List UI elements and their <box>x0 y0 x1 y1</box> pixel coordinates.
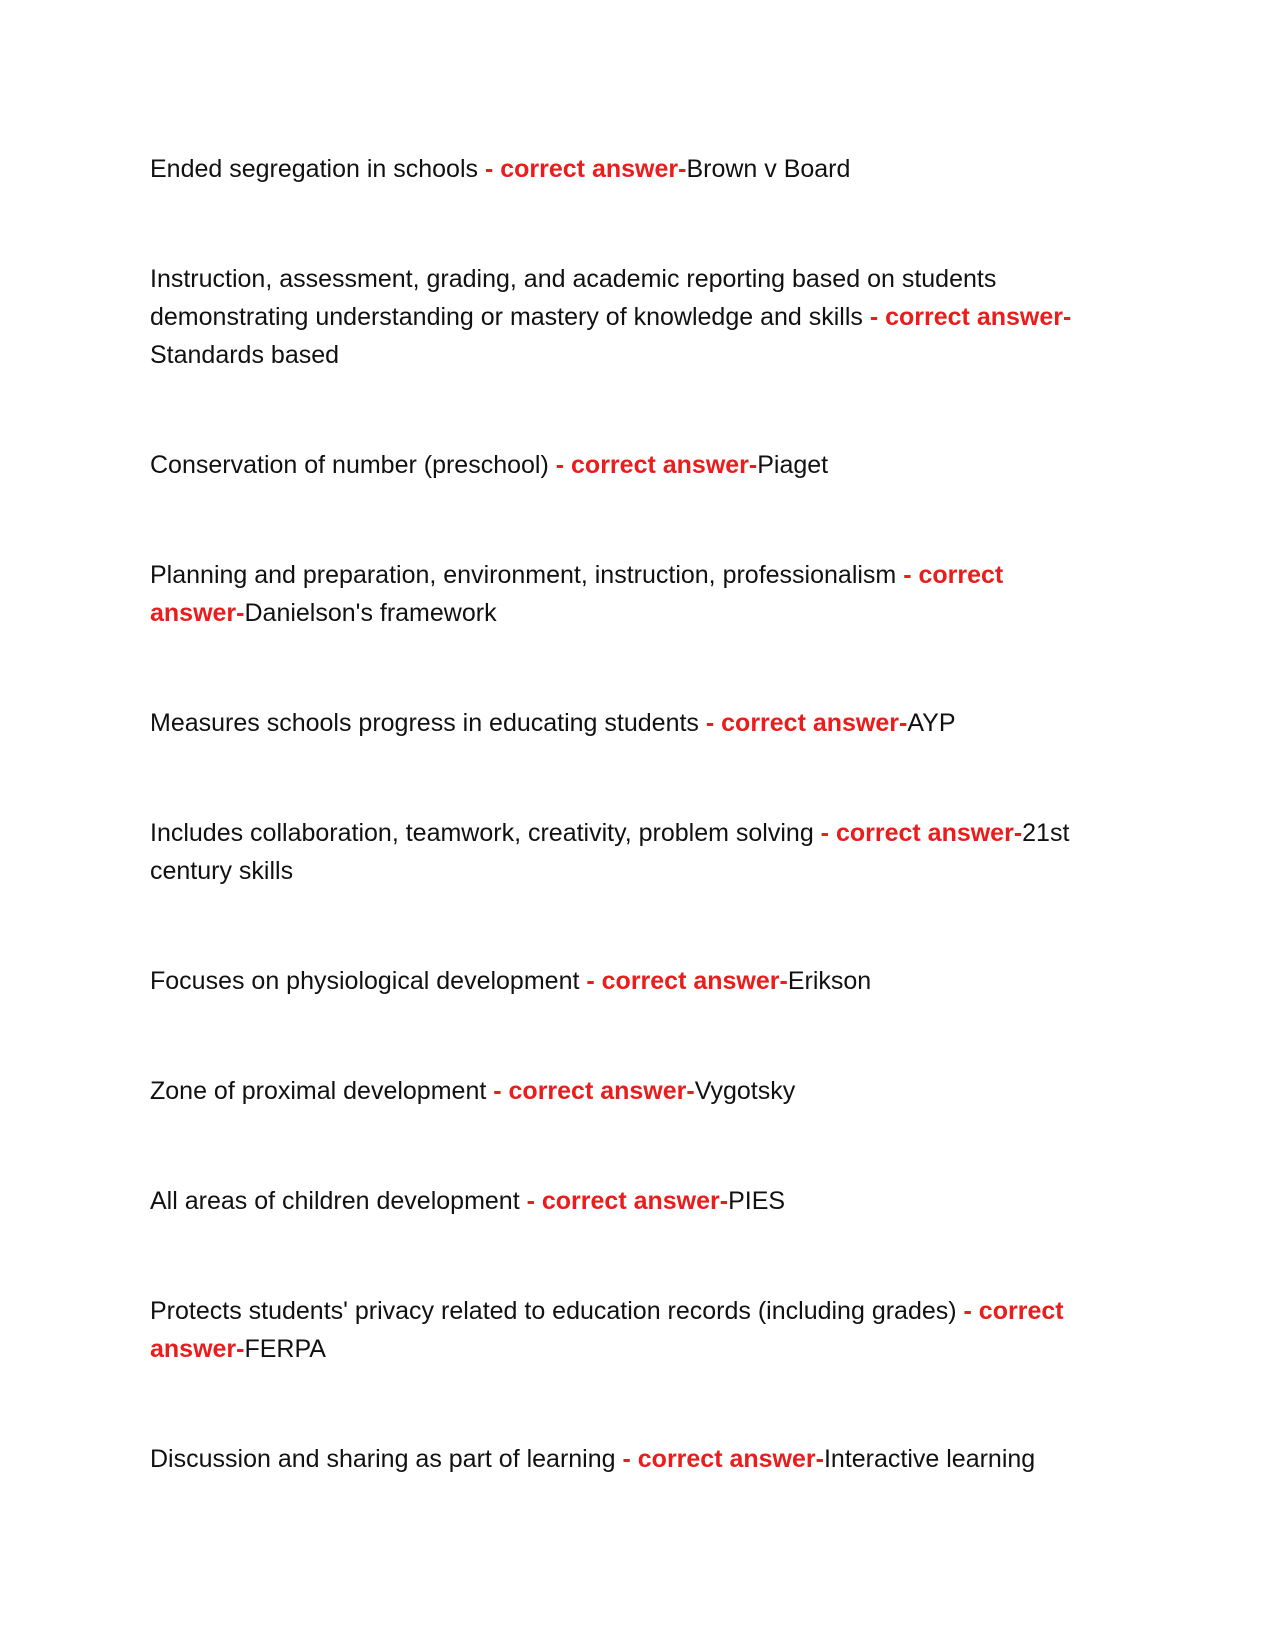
correct-answer-marker: - correct answer- <box>698 709 908 737</box>
question-text: All areas of children development <box>150 1187 520 1215</box>
question-text: Discussion and sharing as part of learning <box>150 1445 616 1473</box>
correct-answer-marker: - correct answer- <box>478 155 687 183</box>
correct-answer-marker: - correct answer- <box>579 967 788 995</box>
answer-text: Interactive learning <box>823 1445 1036 1473</box>
question-text: Ended segregation in schools <box>150 155 479 183</box>
answer-text: Vygotsky <box>694 1077 796 1105</box>
answer-text: Standards based <box>150 341 340 369</box>
answer-text: AYP <box>907 709 956 737</box>
question-text: Conservation of number (preschool) <box>150 451 549 479</box>
qa-item <box>150 446 1090 484</box>
answer-text: FERPA <box>244 1335 326 1363</box>
qa-list <box>150 150 1090 1478</box>
answer-text: Piaget <box>757 451 829 479</box>
correct-answer-marker: - correct answer- <box>150 561 1004 627</box>
correct-answer-marker: - correct answer- <box>548 451 758 479</box>
qa-item <box>150 150 1090 188</box>
correct-answer-marker: - correct answer- <box>862 303 1072 331</box>
correct-answer-marker: - correct answer- <box>486 1077 695 1105</box>
answer-text: PIES <box>728 1187 786 1215</box>
qa-item <box>150 704 1090 742</box>
correct-answer-marker: - correct answer- <box>150 1297 1064 1363</box>
qa-item <box>150 1182 1090 1220</box>
qa-item <box>150 1440 1090 1478</box>
question-text: Measures schools progress in educating students <box>150 709 699 737</box>
question-text: Instruction, assessment, grading, and academic reporting based on students demonstrating understanding or mastery of knowledge and skills <box>150 265 997 331</box>
qa-item <box>150 556 1090 632</box>
qa-item <box>150 814 1090 890</box>
correct-answer-marker: - correct answer- <box>615 1445 824 1473</box>
answer-text: 21st century skills <box>150 819 1070 885</box>
question-text: Focuses on physiological development <box>150 967 580 995</box>
answer-text: Brown v Board <box>686 155 851 183</box>
question-text: Protects students' privacy related to education records (including grades) <box>150 1297 957 1325</box>
qa-item <box>150 260 1090 374</box>
qa-item <box>150 962 1090 1000</box>
question-text: Zone of proximal development <box>150 1077 487 1105</box>
correct-answer-marker: - correct answer- <box>813 819 1023 847</box>
answer-text: Danielson's framework <box>244 599 497 627</box>
correct-answer-marker: - correct answer- <box>519 1187 729 1215</box>
question-text: Planning and preparation, environment, instruction, professionalism <box>150 561 897 589</box>
answer-text: Erikson <box>787 967 872 995</box>
qa-item <box>150 1292 1090 1368</box>
qa-item <box>150 1072 1090 1110</box>
question-text: Includes collaboration, teamwork, creativity, problem solving <box>150 819 814 847</box>
